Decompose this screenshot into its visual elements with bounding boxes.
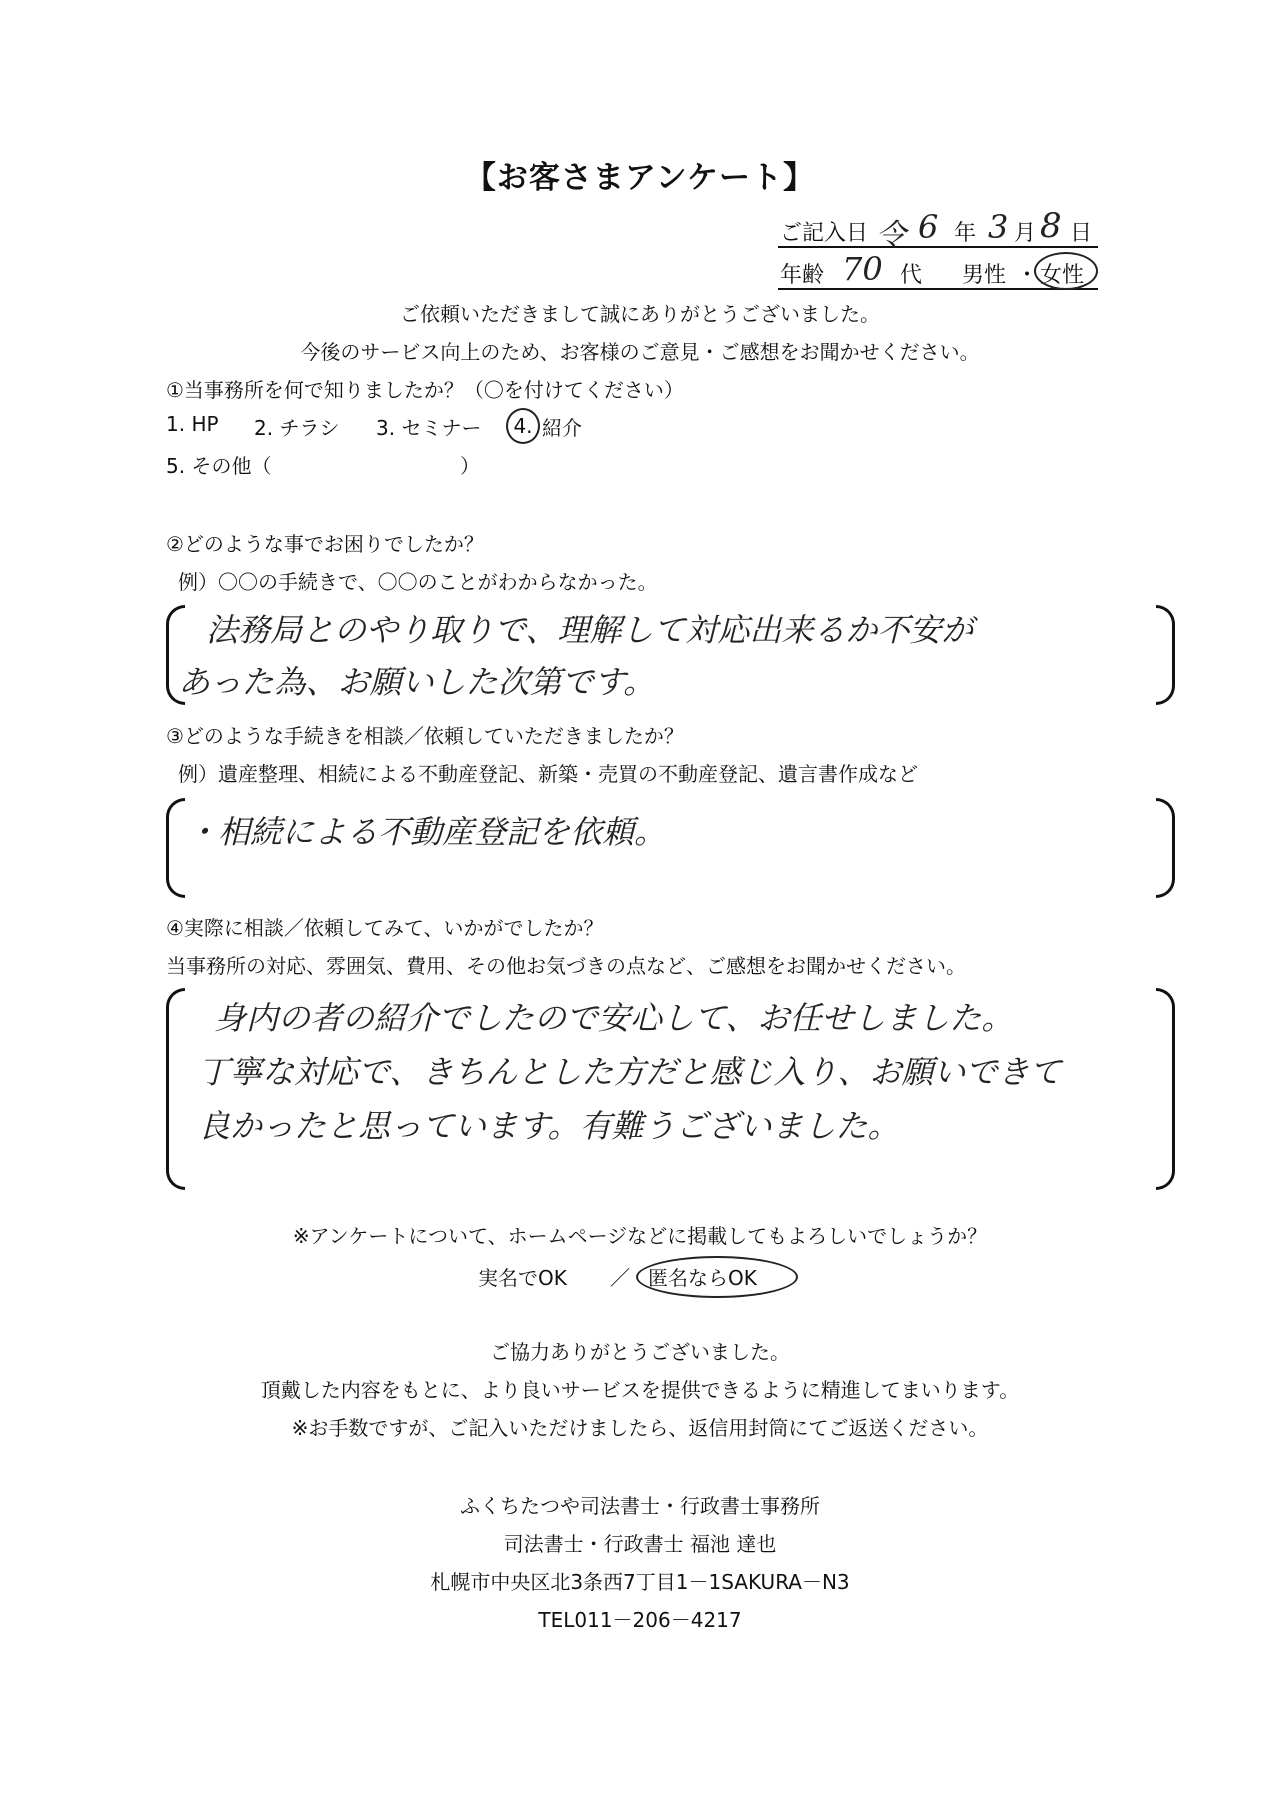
q3-example: 例）遺産整理、相続による不動産登記、新築・売買の不動産登記、遺言書作成など xyxy=(178,762,918,786)
q3-bracket-left xyxy=(166,798,185,898)
female-circle xyxy=(1034,252,1098,290)
q1-option-hp: 1. HP xyxy=(166,412,219,436)
q1-option-referral: 紹介 xyxy=(542,416,582,440)
age-unit: 代 xyxy=(900,263,923,288)
publish-real-name: 実名でOK xyxy=(478,1266,567,1290)
era-value: 令 xyxy=(876,218,906,253)
month-value: 3 xyxy=(988,208,1009,246)
q4-answer-line-3: 良かったと思っています。有難うございました。 xyxy=(198,1107,900,1145)
day-unit: 日 xyxy=(1070,221,1093,246)
age-label: 年齢 xyxy=(780,263,825,288)
closing-line-1: ご協力ありがとうございました。 xyxy=(490,1340,790,1364)
q2-example: 例）〇〇の手続きで、〇〇のことがわからなかった。 xyxy=(178,570,658,594)
closing-line-2: 頂戴した内容をもとに、より良いサービスを提供できるように精進してまいります。 xyxy=(260,1378,1020,1402)
intro-line-2: 今後のサービス向上のため、お客様のご意見・ご感想をお聞かせください。 xyxy=(300,340,980,364)
gender-separator: ・ xyxy=(1016,263,1039,288)
q1-option-seminar: 3. セミナー xyxy=(376,416,482,440)
anonymous-circle xyxy=(636,1256,798,1298)
q4-subtext: 当事務所の対応、雰囲気、費用、その他お気づきの点など、ご感想をお聞かせください。 xyxy=(166,954,966,978)
office-address: 札幌市中央区北3条西7丁目1－1SAKURA－N3 xyxy=(430,1570,850,1594)
office-representative: 司法書士・行政書士 福池 達也 xyxy=(503,1532,777,1556)
day-value: 8 xyxy=(1040,206,1062,246)
intro-line-1: ご依頼いただきまして誠にありがとうございました。 xyxy=(400,302,880,326)
publish-options xyxy=(0,1258,1280,1292)
female-option: 女性 xyxy=(1040,263,1085,288)
q4-question: ④実際に相談／依頼してみて、いかがでしたか？ xyxy=(166,916,604,940)
office-tel: TEL011－206－4217 xyxy=(538,1608,742,1632)
q1-option-other-close: ） xyxy=(460,454,480,478)
q3-question: ③どのような手続きを相談／依頼していただきましたか？ xyxy=(166,724,684,748)
q1-question: ①当事務所を何で知りましたか？（〇を付けてください） xyxy=(166,378,684,402)
q1-option-flyer: 2. チラシ xyxy=(254,416,340,440)
date-label: ご記入日 xyxy=(780,221,869,246)
year-unit: 年 xyxy=(954,221,977,246)
male-option: 男性 xyxy=(962,263,1007,288)
survey-title: 【お客さまアンケート】 xyxy=(464,160,816,196)
q4-bracket-left xyxy=(166,988,185,1190)
publish-anonymous: 匿名ならOK xyxy=(648,1266,757,1290)
q3-bracket-right xyxy=(1156,798,1175,898)
q2-question: ②どのような事でお困りでしたか？ xyxy=(166,532,484,556)
age-row xyxy=(778,252,1098,290)
month-unit: 月 xyxy=(1014,221,1037,246)
date-row xyxy=(778,206,1098,253)
q3-answer-line-1: ・相続による不動産登記を依頼。 xyxy=(186,813,667,851)
q2-answer-line-2: あった為、お願いした次第です。 xyxy=(178,663,656,701)
q4-answer-line-2: 丁寧な対応で、きちんとした方だと感じ入り、お願いできて xyxy=(198,1053,1062,1091)
q4-bracket-right xyxy=(1156,988,1175,1190)
publish-question: ※アンケートについて、ホームページなどに掲載してもよろしいでしょうか？ xyxy=(292,1224,988,1248)
q4-answer-line-1: 身内の者の紹介でしたので安心して、お任せしました。 xyxy=(214,999,1014,1037)
closing-line-3: ※お手数ですが、ご記入いただけましたら、返信用封筒にてご返送ください。 xyxy=(291,1416,989,1440)
office-name: ふくちたつや司法書士・行政書士事務所 xyxy=(460,1494,820,1518)
q1-option-4-circled: 4. xyxy=(506,408,540,444)
year-value: 6 xyxy=(918,208,939,246)
publish-slash: ／ xyxy=(610,1266,630,1290)
q2-bracket-right xyxy=(1156,605,1175,705)
q2-answer-line-1: 法務局とのやり取りで、理解して対応出来るか不安が xyxy=(206,611,974,649)
q1-option-other: 5. その他（ xyxy=(166,454,272,478)
age-value: 70 xyxy=(842,250,883,288)
